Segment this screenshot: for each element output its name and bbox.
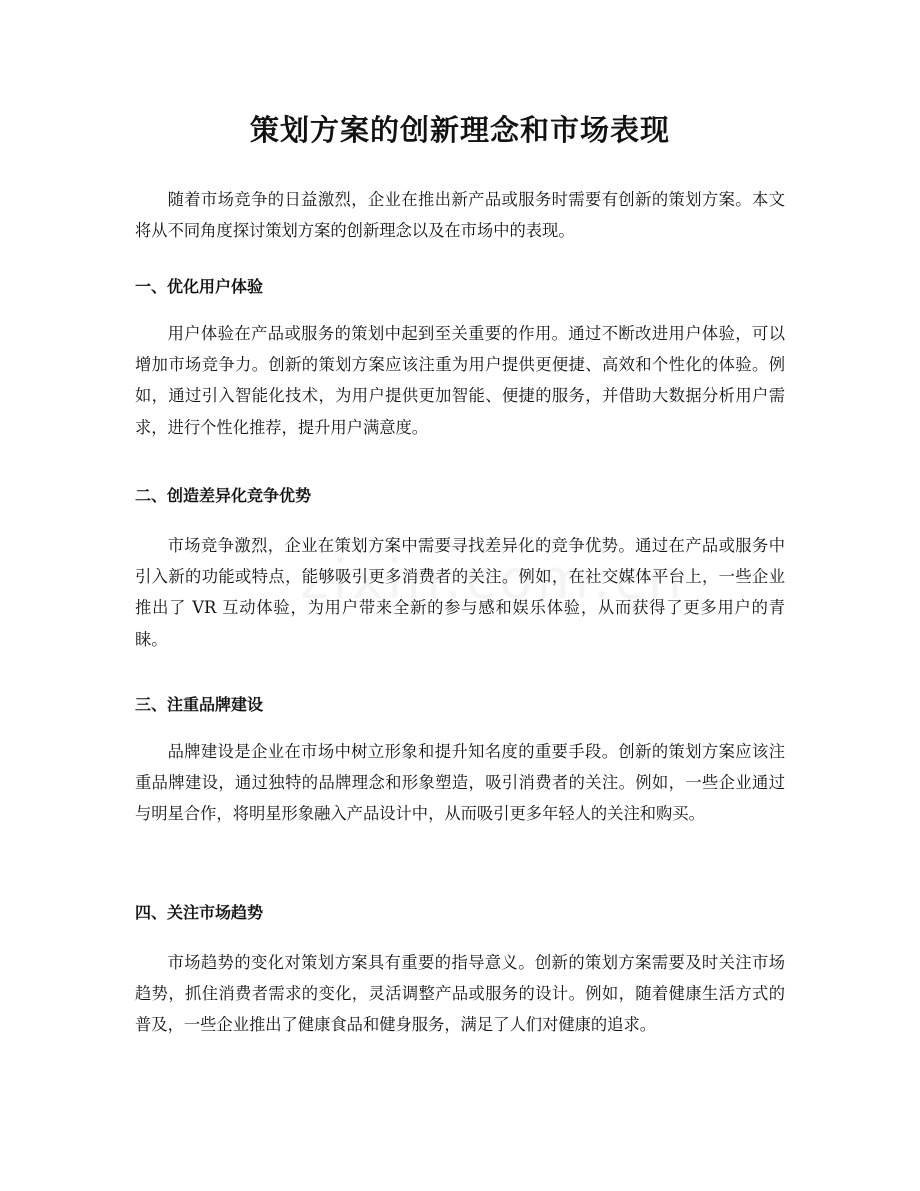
section-body-1: 用户体验在产品或服务的策划中起到至关重要的作用。通过不断改进用户体验，可以增加市场竞争力。创新的策划方案应该注重为用户提供更便捷、高效和个性化的体验。例如，通过引入智能化技术，为用户提供更加智能、便捷的服务，并借助大数据分析用户需求，进行个性化推荐，提升用户满意度。 <box>135 324 785 437</box>
document-title: 策划方案的创新理念和市场表现 <box>249 113 670 147</box>
section-heading-3: 三、注重品牌建设 <box>135 695 264 714</box>
section-body-3: 品牌建设是企业在市场中树立形象和提升知名度的重要手段。创新的策划方案应该注重品牌建设，通过独特的品牌理念和形象塑造，吸引消费者的关注。例如，一些企业通过与明星合作，将明星形象融入产品设计中，从而吸引更多年轻人的关注和购买。 <box>135 742 785 824</box>
section-heading-1: 一、优化用户体验 <box>135 277 264 296</box>
section-heading-4: 四、关注市场趋势 <box>135 903 264 922</box>
section-heading-2: 二、创造差异化竞争优势 <box>135 486 312 505</box>
section-body-4: 市场趋势的变化对策划方案具有重要的指导意义。创新的策划方案需要及时关注市场趋势，抓住消费者需求的变化，灵活调整产品或服务的设计。例如，随着健康生活方式的普及，一些企业推出了健康食品和健身服务，满足了人们对健康的追求。 <box>135 953 785 1035</box>
intro-paragraph: 随着市场竞争的日益激烈，企业在推出新产品或服务时需要有创新的策划方案。本文将从不同角度探讨策划方案的创新理念以及在市场中的表现。 <box>135 190 785 241</box>
section-body-2: 市场竞争激烈，企业在策划方案中需要寻找差异化的竞争优势。通过在产品或服务中引入新的功能或特点，能够吸引更多消费者的关注。例如，在社交媒体平台上，一些企业推出了 VR 互动体验，为用户带来全新的参与感和娱乐体验，从而获得了更多用户的青睐。 <box>135 536 785 649</box>
